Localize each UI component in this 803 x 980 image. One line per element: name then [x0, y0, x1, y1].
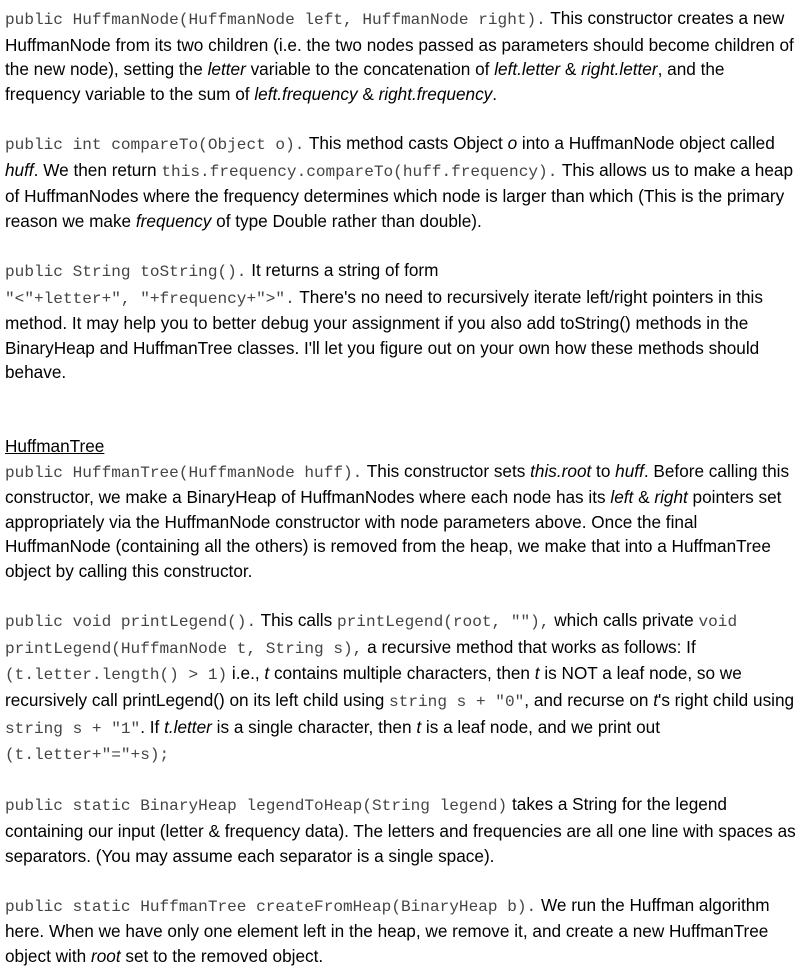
text: This method casts Object [304, 132, 508, 153]
text: & [633, 487, 655, 508]
emphasis: t.letter [164, 716, 212, 737]
emphasis: right.letter [581, 59, 658, 80]
emphasis: o [507, 132, 518, 153]
text: . Before calling this constructor, we make a BinaryHeap of HuffmanNodes where each node has its [5, 460, 790, 508]
text: which calls private [549, 610, 699, 631]
text: . If [140, 716, 165, 737]
emphasis: t [653, 690, 659, 711]
text: is a single character, then [211, 716, 417, 737]
inline-code: "<"+letter+", "+frequency+">". [5, 289, 295, 308]
emphasis: root [90, 945, 121, 966]
huffman-tree-constructor-paragraph [5, 459, 801, 584]
inline-code: (t.letter.length() > 1) [5, 666, 228, 685]
text: . [492, 83, 498, 104]
emphasis: left.frequency [254, 83, 358, 104]
code-signature: public void printLegend(). [5, 613, 257, 632]
text: 's right child using [658, 690, 795, 711]
text: to [591, 460, 616, 481]
text: This calls [256, 610, 337, 631]
emphasis: letter [207, 59, 246, 80]
text: There's no need to recursively iterate left/right pointers in this method. It may help you to better debug your assignment if you also add toString() methods in the BinaryHeap and HuffmanTree classes. I'll let you figure out on your own how these methods should behave. [5, 286, 763, 383]
code-signature: public static HuffmanTree createFromHeap(BinaryHeap b). [5, 897, 537, 916]
emphasis: left.letter [494, 59, 561, 80]
text: pointers set appropriately via the HuffmanNode constructor with node parameters above. Once the final HuffmanNode (containing all the others) is removed from the heap, we make that into a HuffmanTree object by calling this constructor. [5, 487, 782, 582]
emphasis: huff [615, 460, 644, 481]
text: takes a String for the legend containing our input (letter & frequency data). The letters and frequencies are all one line with spaces as separators. (You may assume each separator is a single space). [5, 794, 796, 866]
text: , and the frequency variable to the sum of [5, 59, 725, 104]
emphasis: t [416, 716, 422, 737]
emphasis: left [610, 487, 634, 508]
code-signature: public String toString(). [5, 262, 247, 281]
emphasis: t [534, 663, 540, 684]
print-legend-paragraph [5, 608, 801, 768]
text: contains multiple characters, then [269, 663, 535, 684]
text: is NOT a leaf node, so we recursively call printLegend() on its left child using [5, 663, 742, 711]
emphasis: right [654, 487, 688, 508]
text: This allows us to make a heap of HuffmanNodes where the frequency determines which node is larger than which (This is the primary reason we make [5, 159, 794, 231]
text: set to the removed object. [120, 945, 324, 966]
emphasis: this.root [530, 460, 592, 481]
inline-code: string s + "1" [5, 719, 141, 738]
code-signature: public int compareTo(Object o). [5, 135, 305, 154]
code-signature: public HuffmanTree(HuffmanNode huff). [5, 463, 363, 482]
inline-code: string s + "0" [389, 693, 525, 712]
text: We run the Huffman algorithm here. When we have only one element left in the heap, we remove it, and create a new HuffmanTree object with [5, 894, 770, 966]
huffman-tree-heading: HuffmanTree [5, 436, 105, 457]
text: i.e., [227, 663, 265, 684]
text: & [357, 83, 379, 104]
code-signature: public static BinaryHeap legendToHeap(String legend) [5, 797, 508, 816]
to-string-paragraph [5, 258, 801, 385]
text: . We then return [33, 159, 162, 180]
legend-to-heap-paragraph [5, 792, 801, 868]
text: This constructor sets [362, 460, 531, 481]
inline-code: printLegend(root, ""), [336, 613, 550, 632]
code-signature: public HuffmanNode(HuffmanNode left, HuffmanNode right). [5, 11, 546, 29]
text: This constructor creates a new HuffmanNode from its two children (i.e. the two nodes passed as parameters should become children of the new node), setting the [5, 8, 794, 80]
text: & [560, 59, 582, 80]
text: , and recurse on [524, 690, 654, 711]
text: It returns a string of form [246, 259, 439, 280]
text: a recursive method that works as follows: If [362, 636, 696, 657]
compare-to-paragraph [5, 131, 801, 233]
emphasis: frequency [135, 210, 212, 231]
emphasis: huff [5, 159, 34, 180]
emphasis: t [264, 663, 270, 684]
text: into a HuffmanNode object called [517, 132, 775, 153]
inline-code: this.frequency.compareTo(huff.frequency). [161, 162, 558, 181]
text: is a leaf node, and we print out [421, 716, 660, 737]
emphasis: right.frequency [378, 83, 493, 104]
create-from-heap-paragraph [5, 893, 801, 969]
huffman-node-constructor-paragraph [5, 6, 801, 106]
inline-code: (t.letter+"="+s); [5, 746, 170, 765]
text: variable to the concatenation of [245, 59, 495, 80]
text: of type Double rather than double). [211, 210, 482, 231]
inline-code: void printLegend(HuffmanNode t, String s), [5, 613, 738, 658]
